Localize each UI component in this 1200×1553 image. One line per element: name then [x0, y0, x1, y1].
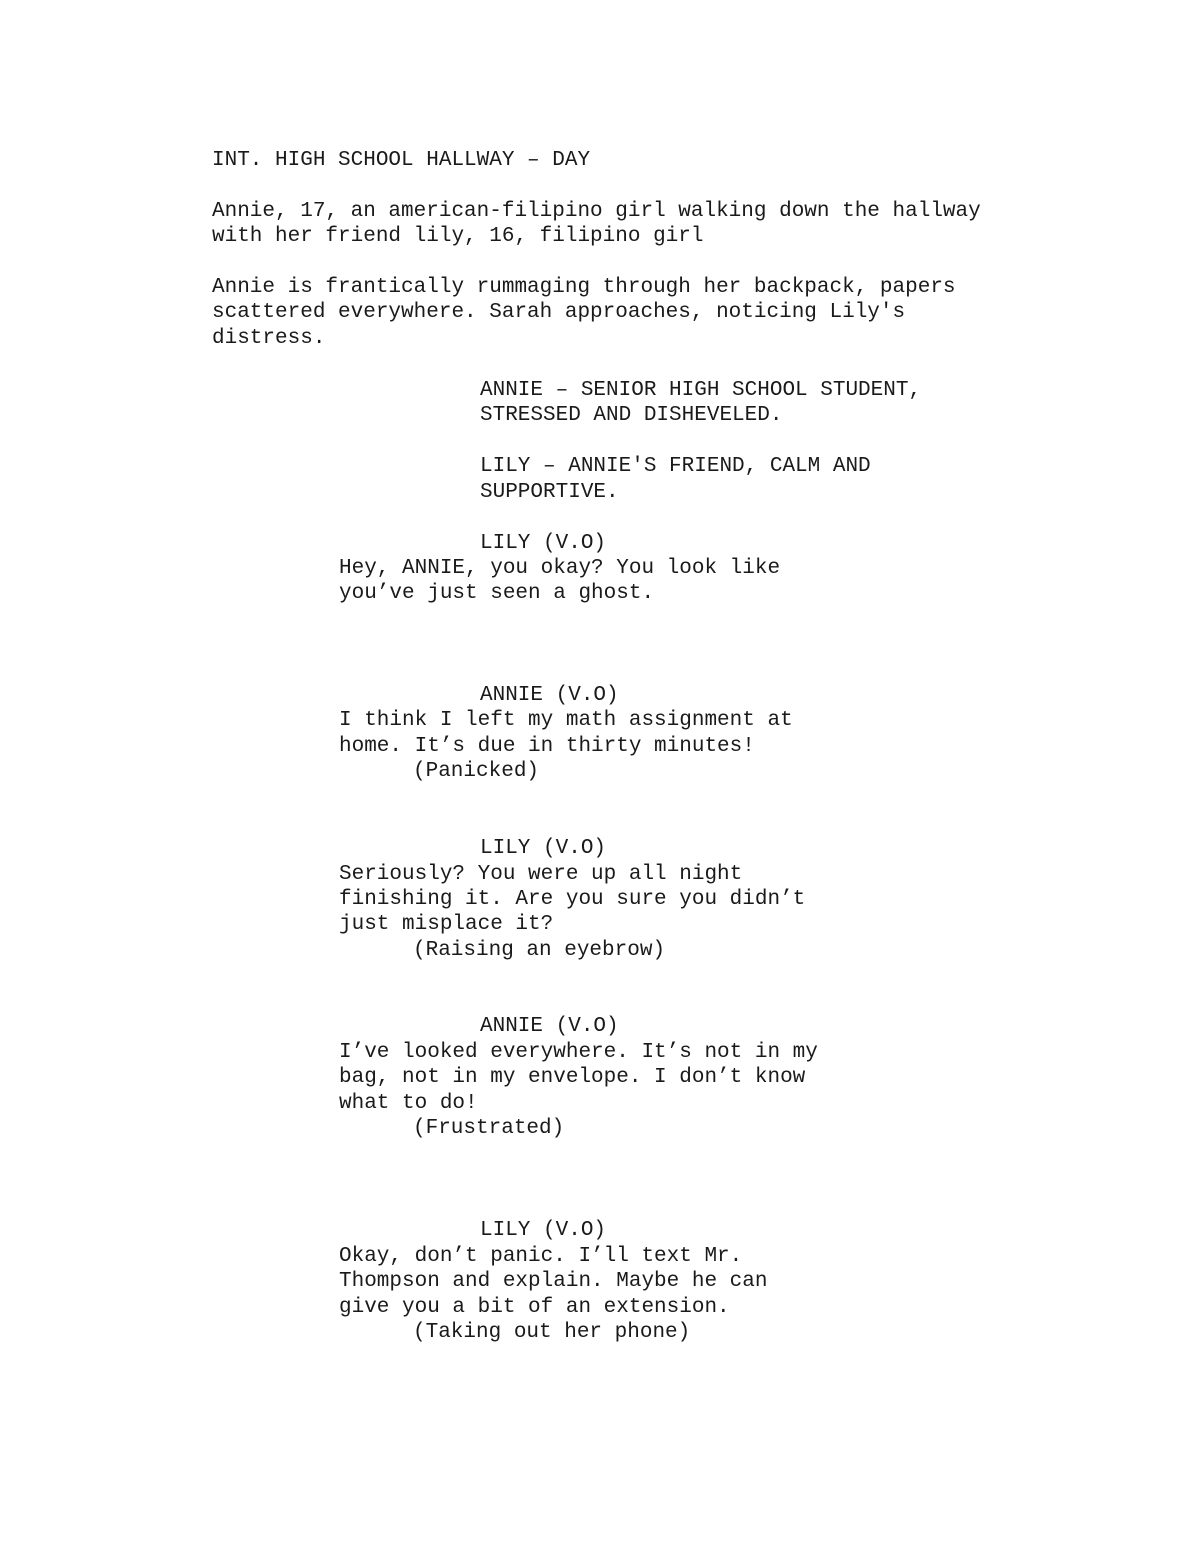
character-note-line: SUPPORTIVE.: [480, 481, 619, 504]
character-cue: ANNIE (V.O): [480, 1015, 619, 1038]
character-note-line: LILY – ANNIE'S FRIEND, CALM AND: [480, 455, 871, 478]
dialogue-line: just misplace it?: [339, 913, 554, 936]
dialogue-line: I’ve looked everywhere. It’s not in my: [339, 1041, 818, 1064]
character-cue: LILY (V.O): [480, 1219, 607, 1242]
dialogue-line: Hey, ANNIE, you okay? You look like: [339, 557, 781, 580]
dialogue-line: Okay, don’t panic. I’ll text Mr.: [339, 1245, 743, 1268]
parenthetical: (Taking out her phone): [413, 1321, 691, 1344]
dialogue-line: Thompson and explain. Maybe he can: [339, 1270, 768, 1293]
action-line: distress.: [212, 327, 326, 350]
dialogue-line: home. It’s due in thirty minutes!: [339, 735, 755, 758]
character-note-line: ANNIE – SENIOR HIGH SCHOOL STUDENT,: [480, 379, 922, 402]
character-cue: LILY (V.O): [480, 837, 607, 860]
action-line: with her friend lily, 16, filipino girl: [212, 225, 704, 248]
character-cue: ANNIE (V.O): [480, 684, 619, 707]
action-line: Annie, 17, an american-filipino girl walking down the hallway: [212, 200, 981, 223]
dialogue-line: you’ve just seen a ghost.: [339, 582, 655, 605]
parenthetical: (Frustrated): [413, 1117, 565, 1140]
dialogue-line: finishing it. Are you sure you didn’t: [339, 888, 806, 911]
dialogue-line: give you a bit of an extension.: [339, 1296, 730, 1319]
action-line: Annie is frantically rummaging through her backpack, papers: [212, 276, 956, 299]
parenthetical: (Raising an eyebrow): [413, 939, 666, 962]
scene-heading: INT. HIGH SCHOOL HALLWAY – DAY: [212, 149, 591, 172]
character-note-line: STRESSED AND DISHEVELED.: [480, 404, 783, 427]
action-line: scattered everywhere. Sarah approaches, noticing Lily's: [212, 301, 906, 324]
character-cue: LILY (V.O): [480, 532, 607, 555]
parenthetical: (Panicked): [413, 760, 540, 783]
dialogue-line: bag, not in my envelope. I don’t know: [339, 1066, 806, 1089]
dialogue-line: I think I left my math assignment at: [339, 709, 793, 732]
dialogue-line: Seriously? You were up all night: [339, 863, 743, 886]
dialogue-line: what to do!: [339, 1092, 478, 1115]
